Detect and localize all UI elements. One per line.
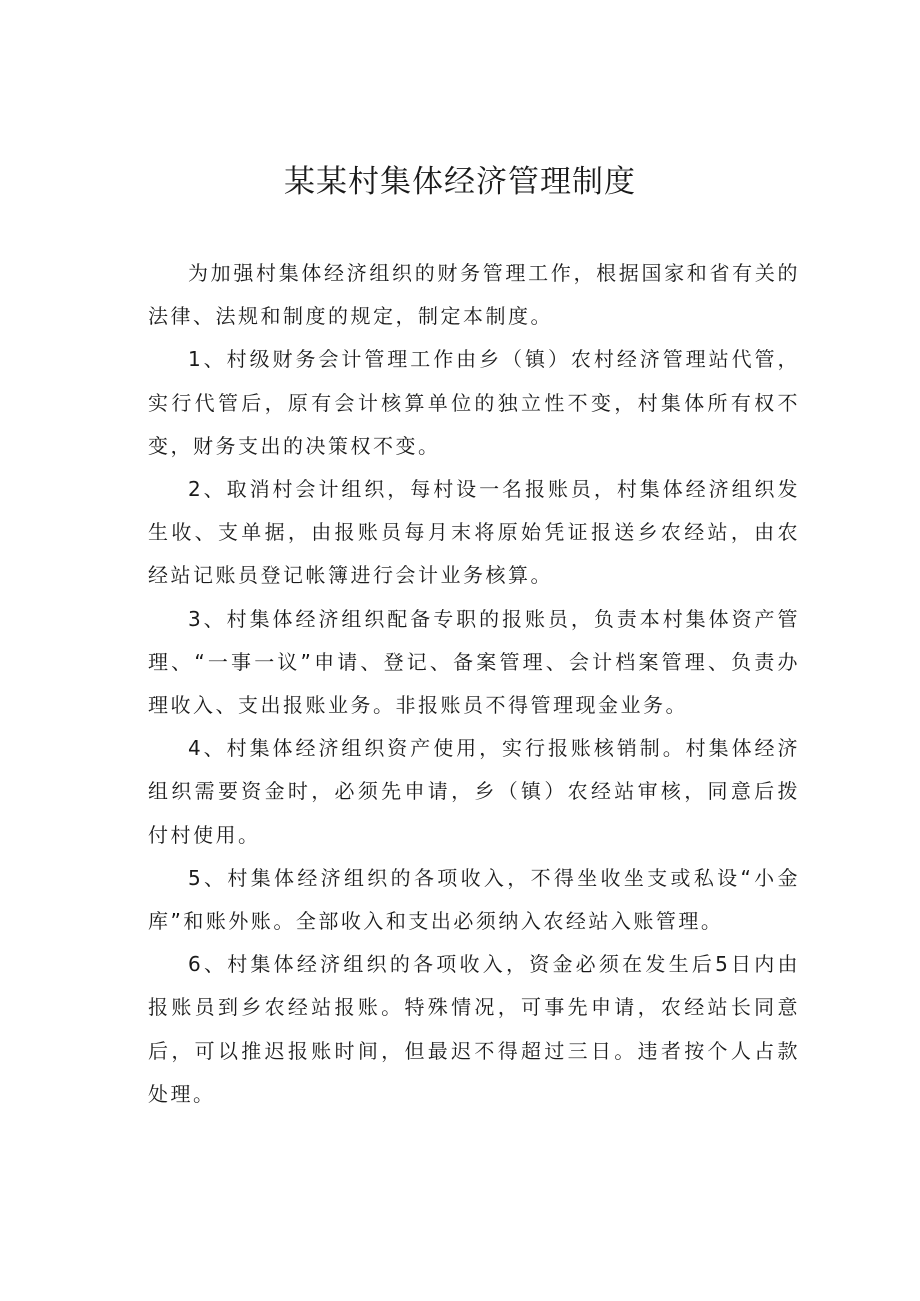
- paragraph-article-4: 4、村集体经济组织资产使用，实行报账核销制。村集体经济组织需要资金时，必须先申请，乡（镇）农经站审核，同意后拨付村使用。: [148, 736, 800, 847]
- document-title: 某某村集体经济管理制度: [284, 164, 636, 200]
- document-body: [148, 252, 800, 1116]
- paragraph-article-2: 2、取消村会计组织，每村设一名报账员，村集体经济组织发生收、支单据，由报账员每月末将原始凭证报送乡农经站，由农经站记账员登记帐簿进行会计业务核算。: [148, 477, 800, 588]
- paragraph-article-6: 6、村集体经济组织的各项收入，资金必须在发生后5日内由报账员到乡农经站报账。特殊情况，可事先申请，农经站长同意后，可以推迟报账时间，但最迟不得超过三日。违者按个人占款处理。: [148, 952, 800, 1106]
- paragraph-article-3: 3、村集体经济组织配备专职的报账员，负责本村集体资产管理、“一事一议”申请、登记、备案管理、会计档案管理、负责办理收入、支出报账业务。非报账员不得管理现金业务。: [148, 606, 800, 718]
- paragraph-article-5: 5、村集体经济组织的各项收入，不得坐收坐支或私设“小金库”和账外账。全部收入和支出必须纳入农经站入账管理。: [148, 865, 800, 934]
- paragraph-article-1: 1、村级财务会计管理工作由乡（镇）农村经济管理站代管，实行代管后，原有会计核算单位的独立性不变，村集体所有权不变，财务支出的决策权不变。: [148, 347, 800, 458]
- paragraph-intro: 为加强村集体经济组织的财务管理工作，根据国家和省有关的法律、法规和制度的规定，制定本制度。: [148, 261, 800, 329]
